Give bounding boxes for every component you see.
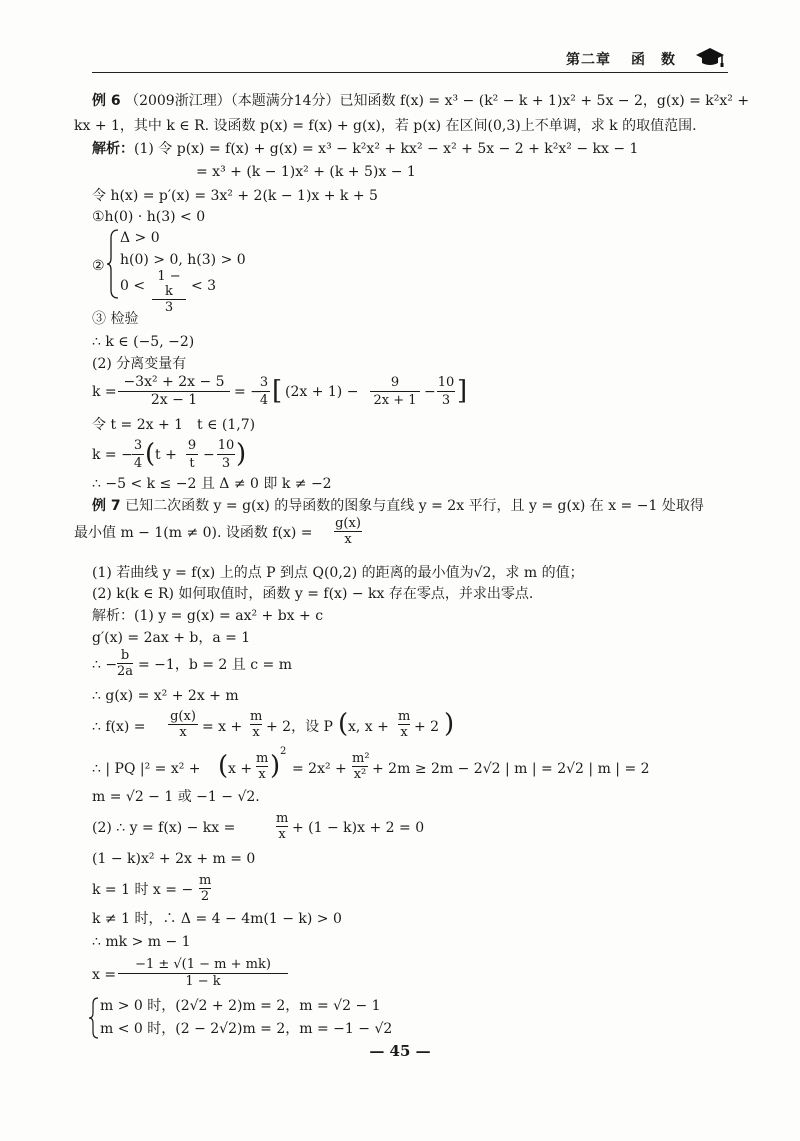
solution-label: 解析： [92, 141, 134, 157]
chapter-number: 第二章 [566, 52, 611, 68]
k-minus: − [424, 384, 436, 400]
example6-problem-text1: （2009浙江理）（本题满分14分）已知函数 f(x) = x³ − (k² − k + 1)x² + 5x − 2，g(x) = k²x² + [125, 93, 750, 109]
left-brace [106, 228, 120, 300]
example7-sol-5-pre: ∴ f(x) = [92, 719, 146, 735]
s6-paren-close: ) [270, 751, 281, 781]
fx-fraction [334, 516, 362, 547]
example7-problem-line1 [92, 497, 704, 515]
s6-mid: = 2x² + [292, 761, 347, 777]
example7-sol-12: ∴ mk > m − 1 [92, 934, 191, 950]
example6-solution-line3: 令 h(x) = p′(x) = 3x² + 2(k − 1)x + k + 5 [92, 188, 378, 204]
case-positive-m: m > 0 时，(2√2 + 2)m = 2，m = √2 − 1 [100, 998, 381, 1014]
circled-two: ② [92, 258, 105, 274]
vertex-post: < 3 [191, 278, 217, 294]
s5-frac3-num: m [398, 709, 411, 724]
vertex-fraction [152, 269, 186, 315]
case-brace [88, 996, 100, 1040]
paren-close: ) [236, 439, 247, 469]
k2-coef [132, 437, 144, 472]
s5-paren-open: ( [338, 709, 349, 739]
example7-problem-line2: 最小值 m − 1(m ≠ 0). 设函数 f(x) = [74, 525, 313, 541]
k-coef-num: 3 [259, 375, 269, 390]
page-number: — 45 — [369, 1042, 431, 1060]
vertex-pre: 0 < [120, 278, 146, 294]
example6-separate: (2) 分离变量有 [92, 356, 187, 372]
b-num: b [117, 648, 133, 664]
example7-sol-7: m = √2 − 1 或 −1 − √2. [92, 789, 260, 805]
s6-frac2-den: x² [353, 767, 367, 782]
example7-sol-3-post: = −1，b = 2 且 c = m [138, 657, 292, 673]
s6-frac1-num: m [256, 751, 269, 766]
example6-problem-line1 [92, 92, 749, 110]
example7-sol-4: ∴ g(x) = x² + 2x + m [92, 688, 239, 704]
vertex-numerator: 1 − k [152, 269, 186, 300]
k-frac2 [370, 374, 420, 409]
s5-frac2 [250, 709, 262, 740]
example7-sol-3: ∴ − [92, 657, 118, 673]
k2-frac3-num: 10 [217, 438, 235, 453]
example6-final: ∴ −5 < k ≤ −2 且 Δ ≠ 0 即 k ≠ −2 [92, 476, 332, 492]
b-2a-fraction [117, 648, 133, 679]
k-coef [258, 374, 270, 409]
k2-coef-num: 3 [133, 438, 143, 453]
k-coef-den: 4 [259, 393, 269, 408]
example7-sol-2: g′(x) = 2ax + b，a = 1 [92, 630, 251, 646]
s5-frac1 [168, 709, 198, 740]
substitution-t: 令 t = 2x + 1 t ∈ (1,7) [92, 417, 256, 433]
s6-frac1 [256, 751, 268, 782]
k-mid: = − [234, 384, 262, 400]
k2-frac [186, 437, 198, 472]
example6-solution-line4: ①h(0) · h(3) < 0 [92, 209, 206, 225]
s10-den: 2 [200, 889, 210, 904]
k2-eq: k = − [92, 447, 133, 463]
s8-frac [276, 811, 288, 842]
k2-frac-den: t [189, 456, 195, 471]
k-frac3-den: 3 [441, 393, 451, 408]
example6-problem-line2: kx + 1，其中 k ∈ R. 设函数 p(x) = f(x) + g(x)，若 p(x) 在区间(0,3)上不单调，求 k 的取值范围. [74, 118, 697, 134]
k-fraction [118, 374, 230, 409]
example7-sol-10-pre: k = 1 时 x = − [92, 882, 194, 898]
bracket-close: ] [457, 376, 468, 406]
k-denominator: 2x − 1 [150, 392, 198, 408]
s5-mid2: + 2，设 P [266, 719, 333, 735]
condition-h-values: h(0) > 0, h(3) > 0 [120, 252, 246, 268]
s6-tail: + 2m ≥ 2m − 2√2 | m | = 2√2 | m | = 2 [372, 761, 650, 777]
fx-num: g(x) [335, 516, 361, 531]
k2-frac-num: 9 [187, 438, 197, 453]
s6-frac1-den: x [258, 767, 266, 782]
s5-frac2-den: x [252, 725, 260, 740]
s5-mid: = x + [202, 719, 243, 735]
k-frac2-num: 9 [370, 374, 420, 392]
s6-in: x + [228, 761, 253, 777]
example6-label: 例 6 [92, 93, 121, 109]
s8-den: x [278, 827, 286, 842]
s5-paren-close: ) [444, 709, 455, 739]
example7-sol-8-pre: (2) ∴ y = f(x) − kx = [92, 820, 236, 836]
s13-den: 1 − k [185, 974, 221, 989]
fx-den: x [344, 532, 352, 547]
k-frac3-num: 10 [437, 375, 455, 390]
k2-minus: − [203, 447, 215, 463]
example6-result: ∴ k ∈ (−5, −2) [92, 334, 195, 350]
case-negative-m: m < 0 时，(2 − 2√2)m = 2，m = −1 − √2 [100, 1021, 393, 1037]
k-frac3 [437, 374, 455, 409]
s10-num: m [199, 873, 212, 888]
k2-t: t + [155, 447, 177, 463]
s5-frac1-den: x [179, 725, 187, 740]
example6-solution-line2: = x³ + (k − 1)x² + (k + 5)x − 1 [196, 164, 416, 180]
question-2: (2) k(k ∈ R) 如何取值时，函数 y = f(x) − kx 存在零点，并求出零点. [92, 586, 534, 602]
example7-sol-1: 解析：(1) y = g(x) = ax² + bx + c [92, 608, 324, 624]
example7-sol-8-post: + (1 − k)x + 2 = 0 [292, 820, 425, 836]
example6-check: ③ 检验 [92, 311, 139, 327]
chapter-name: 函 数 [631, 52, 676, 68]
k-numerator: −3x² + 2x − 5 [118, 374, 230, 392]
condition-vertex [120, 277, 145, 295]
condition-delta: Δ > 0 [120, 230, 160, 246]
k2-coef-den: 4 [133, 456, 143, 471]
paren-open: ( [145, 439, 156, 469]
s10-frac [199, 873, 211, 904]
s5-frac3 [398, 709, 410, 740]
solution-text1: (1) 令 p(x) = f(x) + g(x) = x³ − k²x² + kx² − x² + 5x − 2 + k²x² − kx − 1 [134, 141, 639, 157]
question-1: (1) 若曲线 y = f(x) 上的点 P 到点 Q(0,2) 的距离的最小值为√2，求 m 的值； [92, 565, 584, 581]
s6-frac2-num: m² [352, 751, 370, 766]
s5-frac2-num: m [250, 709, 263, 724]
k2-frac3-den: 3 [221, 456, 231, 471]
k-frac2-den: 2x + 1 [373, 393, 417, 408]
s8-num: m [276, 811, 289, 826]
k2-frac3 [217, 437, 235, 472]
bracket-open: [ [272, 376, 283, 406]
example7-label: 例 7 [92, 498, 121, 514]
s13-num: −1 ± √(1 − m + mk) [118, 957, 288, 974]
example6-solution-line1 [92, 140, 638, 158]
example7-sol-9: (1 − k)x² + 2x + m = 0 [92, 851, 256, 867]
s6-paren-open: ( [218, 751, 229, 781]
s5-frac1-num: g(x) [168, 709, 198, 725]
2a-den: 2a [117, 664, 134, 679]
s5-tail: + 2 [414, 719, 440, 735]
s6-frac2 [352, 751, 368, 782]
example7-sol-11: k ≠ 1 时，∴ Δ = 4 − 4m(1 − k) > 0 [92, 911, 342, 927]
s5-p: x, x + [348, 719, 389, 735]
vertex-denominator: 3 [164, 300, 174, 315]
example7-sol-13-pre: x = [92, 967, 117, 983]
s6-square: 2 [280, 746, 287, 757]
s5-frac3-den: x [400, 725, 408, 740]
k-term1: (2x + 1) − [285, 384, 359, 400]
k-eq: k = [92, 384, 117, 400]
example7-problem-text1: 已知二次函数 y = g(x) 的导函数的图象与直线 y = 2x 平行，且 y = g(x) 在 x = −1 处取得 [125, 498, 704, 514]
s13-frac [118, 957, 288, 990]
example7-sol-6-pre: ∴ | PQ |² = x² + [92, 761, 201, 777]
